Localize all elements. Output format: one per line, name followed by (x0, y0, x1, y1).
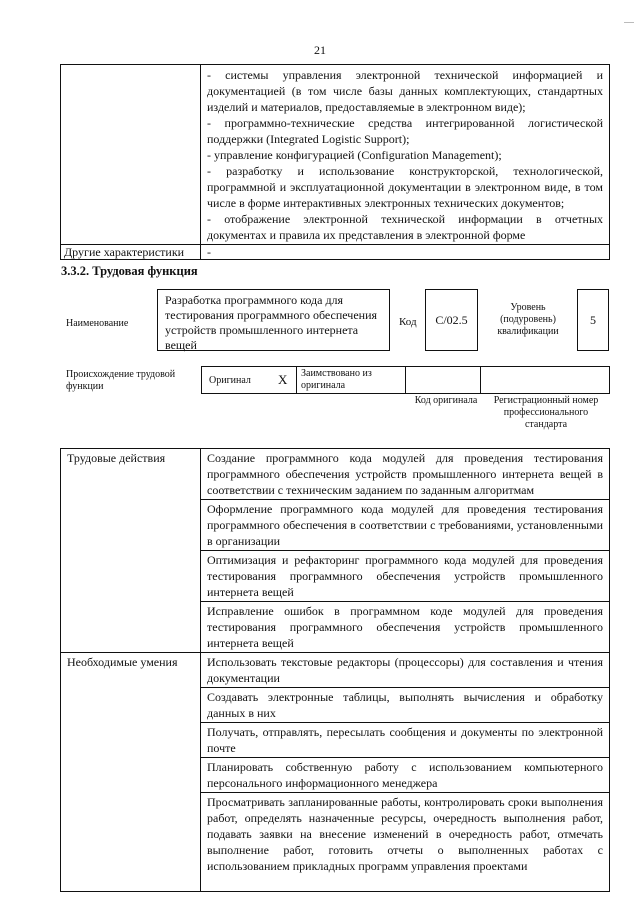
origin-label: Происхождение трудовой функции (66, 369, 176, 392)
table-row (201, 653, 610, 688)
skill-text: Создавать электронные таблицы, выполнять вычисления и обработку данных в них (207, 690, 603, 720)
origin-code-caption: Код оригинала (414, 395, 478, 406)
description-line: - отображение электронной технической информации в отчетных документах и правила их представления в электронной форме (207, 212, 603, 242)
code-value-box: C/02.5 (425, 289, 478, 351)
original-label: Оригинал (209, 375, 251, 386)
level-value-box: 5 (577, 289, 609, 351)
table-row (201, 688, 610, 723)
table-row (201, 449, 610, 500)
page-number: 21 (314, 43, 326, 57)
level-label: Уровень (подуровень) квалификации (497, 302, 559, 337)
registration-number-box (480, 366, 610, 394)
borrowed-box (296, 366, 406, 394)
continuation-label-cell (61, 65, 201, 245)
original-box (201, 366, 297, 394)
code-label: Код (399, 316, 417, 328)
section-title: 3.3.2. Трудовая функция (61, 264, 198, 278)
skills-label: Необходимые умения (61, 653, 201, 892)
table-row (201, 551, 610, 602)
description-line: - разработку и использование конструкторской, технологической, программной и эксплуатационной документации в электронном виде, в том числе в форме интерактивных электронных технических документов; (207, 164, 603, 210)
continuation-table (60, 64, 610, 260)
action-text: Создание программного кода модулей для проведения тестирования программного обеспечения устройств промышленного интернета вещей в соответствии с техническим заданием по заданным алгоритмам (207, 451, 603, 497)
other-characteristics-label: Другие характеристики (61, 245, 201, 260)
table-row (201, 500, 610, 551)
table-row (201, 758, 610, 793)
registration-number-caption: Регистрационный номер профессионального стандарта (493, 395, 599, 430)
table-row (201, 602, 610, 653)
function-name-box: Разработка программного кода для тестирования программного обеспечения устройств промышленного интернета вещей (157, 289, 390, 351)
skill-text: Получать, отправлять, пересылать сообщения и документы по электронной почте (207, 725, 603, 755)
action-text: Исправление ошибок в программном коде модулей для проведения тестирования программного обеспечения устройств промышленного интернета вещей (207, 604, 603, 650)
labor-function-table (60, 448, 610, 892)
borrowed-label: Заимствовано из оригинала (301, 368, 372, 391)
continuation-description-cell (201, 65, 610, 245)
actions-label: Трудовые действия (61, 449, 201, 653)
other-characteristics-value: - (201, 245, 610, 260)
description-line: - управление конфигурацией (Configuration Management); (207, 148, 502, 162)
original-mark: X (278, 372, 288, 387)
description-line: - системы управления электронной технической информацией и документацией (в том числе базы данных комплектующих, стандартных изделий и материалов, предоставляемые в электронном виде); (207, 68, 603, 114)
skill-text: Просматривать запланированные работы, контролировать сроки выполнения работ, определять назначенные ресурсы, очередность выполнения работ, подавать заявки на внесение изменений в очередность работ, отмечать выполнение работ, готовить отчеты о выполненных работах с использованием прикладных программ управления проектами (207, 795, 603, 873)
table-row (201, 723, 610, 758)
origin-code-box (405, 366, 481, 394)
page-edge-mark (624, 22, 634, 23)
description-line: - программно-технические средства интегрированной логистической поддержки (Integrated Logistic Support); (207, 116, 603, 146)
skill-text: Планировать собственную работу с использованием компьютерного персонального информационного менеджера (207, 760, 603, 790)
skill-text: Использовать текстовые редакторы (процессоры) для составления и чтения документации (207, 655, 603, 685)
action-text: Оптимизация и рефакторинг программного кода модулей для проведения тестирования программного обеспечения устройств промышленного интернета вещей (207, 553, 603, 599)
table-row (201, 793, 610, 892)
name-label: Наименование (66, 318, 129, 329)
action-text: Оформление программного кода модулей для проведения тестирования программного обеспечения в соответствии с требованиями, установленными в организации (207, 502, 603, 548)
